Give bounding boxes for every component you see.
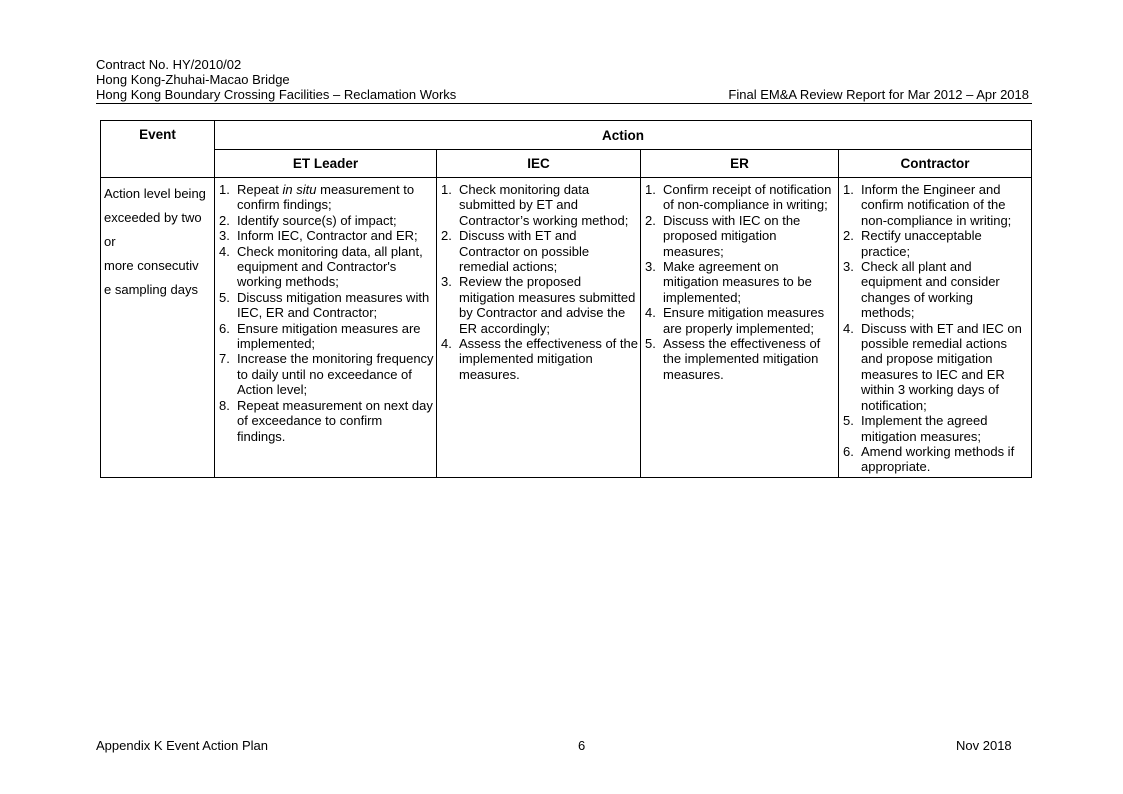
iec-actions bbox=[437, 178, 641, 478]
page-number: 6 bbox=[578, 738, 586, 753]
contract-number: Contract No. HY/2010/02 bbox=[96, 57, 242, 72]
footer-appendix-title: Appendix K Event Action Plan bbox=[96, 738, 269, 753]
list-item: 2. Rectify unacceptable practice; bbox=[843, 228, 982, 259]
list-item: 2. Discuss with ET and Contractor on possible remedial actions; bbox=[441, 228, 590, 275]
list-item: 5. Discuss mitigation measures with IEC, ER and Contractor; bbox=[219, 289, 430, 321]
list-item: 3. Inform IEC, Contractor and ER; bbox=[219, 228, 418, 244]
et-leader-actions bbox=[215, 178, 437, 478]
event-line: more consecutiv bbox=[104, 258, 199, 273]
list-item: 2. Discuss with IEC on the proposed mitigation measures; bbox=[645, 212, 801, 259]
page-header bbox=[96, 57, 1032, 102]
list-item: 1. Repeat in situ measurement to confirm findings; bbox=[219, 182, 415, 213]
action-column-header: Action bbox=[215, 121, 1032, 150]
event-line: Action level being bbox=[104, 186, 206, 201]
event-column-header: Event bbox=[101, 121, 215, 178]
list-item: 3. Review the proposed mitigation measures submitted by Contractor and advise the ER accordingly; bbox=[441, 274, 636, 336]
list-item: 1. Check monitoring data submitted by ET and Contractor’s working method; bbox=[441, 182, 629, 228]
er-actions bbox=[641, 178, 839, 478]
list-item: 8. Repeat measurement on next day of exceedance to confirm findings. bbox=[219, 397, 433, 444]
list-item: 4. Check monitoring data, all plant, equipment and Contractor's working methods; bbox=[219, 243, 423, 290]
list-item: 1. Inform the Engineer and confirm notification of the non-compliance in writing; bbox=[843, 182, 1012, 228]
list-item: 4. Ensure mitigation measures are properly implemented; bbox=[645, 305, 825, 336]
report-title: Final EM&A Review Report for Mar 2012 – Apr 2018 bbox=[728, 87, 1029, 102]
contractor-actions bbox=[839, 178, 1032, 478]
list-item: 6. Amend working methods if appropriate. bbox=[843, 443, 1015, 475]
event-description bbox=[101, 178, 215, 478]
er-header: ER bbox=[641, 150, 839, 178]
event-action-table bbox=[100, 120, 1032, 478]
event-line: e sampling days bbox=[104, 282, 198, 297]
list-item: 1. Confirm receipt of notification of non-compliance in writing; bbox=[645, 182, 832, 213]
list-item: 6. Ensure mitigation measures are implemented; bbox=[219, 320, 421, 352]
event-line: exceeded by two bbox=[104, 210, 202, 225]
event-line: or bbox=[104, 234, 116, 249]
list-item: 3. Make agreement on mitigation measures to be implemented; bbox=[645, 259, 812, 305]
iec-header: IEC bbox=[437, 150, 641, 178]
list-item: 4. Assess the effectiveness of the implemented mitigation measures. bbox=[441, 336, 638, 382]
et-leader-header: ET Leader bbox=[215, 150, 437, 178]
list-item: 7. Increase the monitoring frequency to daily until no exceedance of Action level; bbox=[219, 351, 434, 398]
table-row bbox=[101, 178, 1032, 478]
list-item: 3. Check all plant and equipment and consider changes of working methods; bbox=[843, 259, 1000, 321]
header-divider bbox=[96, 103, 1032, 104]
contractor-header: Contractor bbox=[839, 150, 1032, 178]
list-item: 5. Implement the agreed mitigation measures; bbox=[843, 413, 988, 444]
footer-date: Nov 2018 bbox=[956, 738, 1012, 753]
list-item: 4. Discuss with ET and IEC on possible remedial actions and propose mitigation measures to IEC and ER within 3 working days of notification; bbox=[843, 320, 1022, 413]
works-name: Hong Kong Boundary Crossing Facilities – Reclamation Works bbox=[96, 87, 457, 102]
list-item: 2. Identify source(s) of impact; bbox=[219, 212, 397, 228]
list-item: 5. Assess the effectiveness of the implemented mitigation measures. bbox=[645, 336, 821, 382]
project-name: Hong Kong-Zhuhai-Macao Bridge bbox=[96, 72, 290, 87]
